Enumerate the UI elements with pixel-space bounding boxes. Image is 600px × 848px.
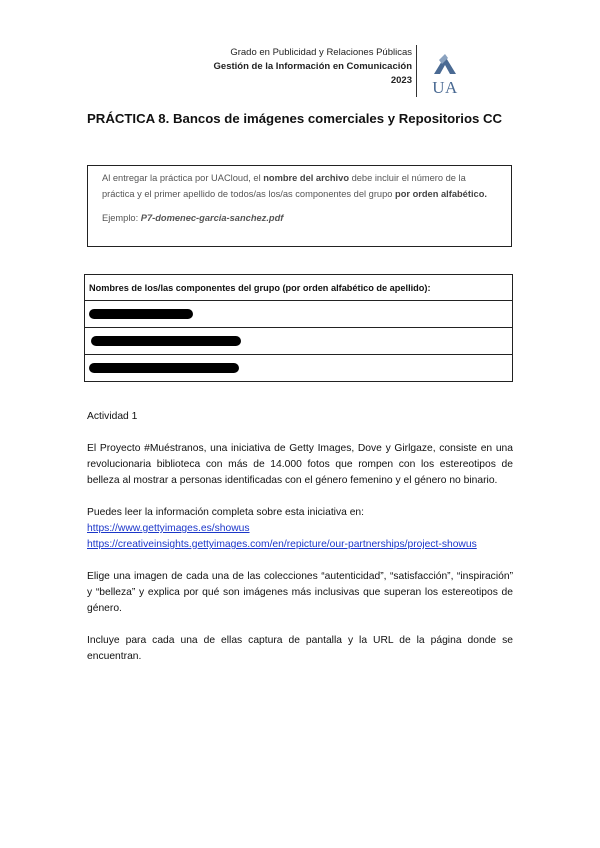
submission-note [87,165,512,247]
header-divider [416,45,417,97]
activity-section [87,409,513,665]
year: 2023 [390,75,412,86]
table-row [85,355,513,382]
table-row [85,328,513,355]
ua-logo [428,52,462,98]
note-text: Al entregar la práctica por UACloud, el nombre del archivo debe incluir el número de la práctica y el primer apellido de todos/as los/as componentes del grupo por orden alfabético. [102,173,487,199]
example-filename: P7-domenec-garcia-sanchez.pdf [140,213,284,223]
ua-logo-icon [428,52,462,78]
redaction-bar [89,363,239,373]
member-name-redacted [85,355,513,382]
link-showus[interactable]: https://www.gettyimages.es/showus [87,523,250,534]
info-intro: Puedes leer la información completa sobre esta iniciativa en: [87,507,365,518]
member-name-redacted [85,328,513,355]
activity-title: Actividad 1 [87,411,138,422]
document-header [214,46,412,88]
note-example: Ejemplo: P7-domenec-garcia-sanchez.pdf [102,213,284,223]
course-name: Grado en Publicidad y Relaciones Públicas [230,47,412,58]
page-title: PRÁCTICA 8. Bancos de imágenes comerciales y Repositorios CC [87,111,503,126]
group-members-table [84,274,513,382]
activity-instructions: Elige una imagen de cada una de las colecciones “autenticidad”, “satisfacción”, “inspiración” y “belleza” y explica por qué son imágenes más inclusivas que superan los estereotipos de género. [87,571,513,614]
activity-paragraph: El Proyecto #Muéstranos, una iniciativa de Getty Images, Dove y Girlgaze, consiste en una revolucionaria biblioteca con más de 14.000 fotos que rompen con los estereotipos de belleza al mostrar a personas identificadas con el género femenino y el género no binario. [87,443,513,486]
member-name-redacted [85,301,513,328]
activity-deliverable: Incluye para cada una de ellas captura de pantalla y la URL de la página donde se encuentran. [87,635,513,662]
redaction-bar [89,309,193,319]
table-header: Nombres de los/las componentes del grupo (por orden alfabético de apellido): [85,275,513,301]
table-header-row [85,275,513,301]
redaction-bar [91,336,241,346]
subject-name: Gestión de la Información en Comunicación [213,61,412,72]
link-project-showus[interactable]: https://creativeinsights.gettyimages.com/en/repicture/our-partnerships/project-showus [87,539,477,550]
table-row [85,301,513,328]
logo-text: UA [432,78,458,97]
